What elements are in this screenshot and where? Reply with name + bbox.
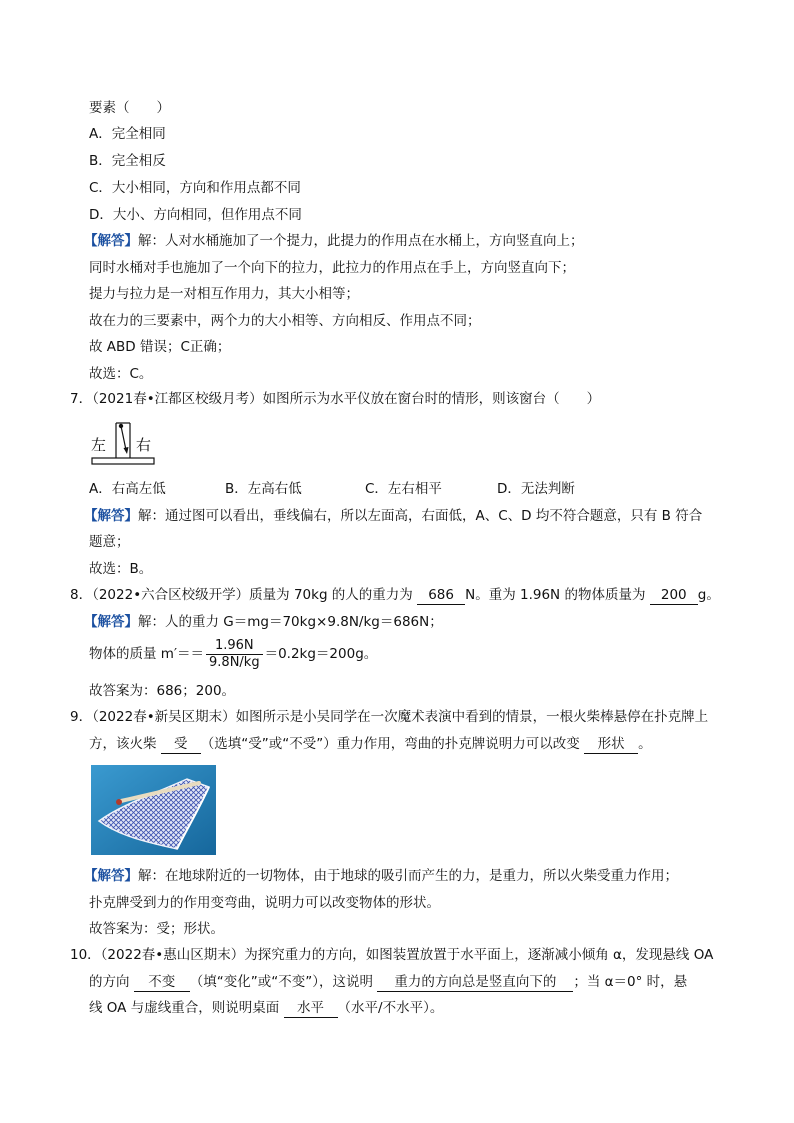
q7-option-d: D．无法判断 xyxy=(497,481,575,497)
q10-answer-blank-2: 重力的方向总是竖直向下的 xyxy=(377,973,573,992)
q9-solution-line: 【解答】解：在地球附近的一切物体，由于地球的吸引而产生的力，是重力，所以火柴受重力作用； xyxy=(84,868,678,884)
q10-answer-blank-1: 不变 xyxy=(134,973,190,992)
solution-tag: 【解答】 xyxy=(84,508,138,524)
q6-solution-line: 故在力的三要素中，两个力的大小相等、方向相反、作用点不同； xyxy=(89,313,481,329)
q6-stem-tail: 要素（ ） xyxy=(89,100,170,116)
q6-solution-line: 故 ABD 错误；C正确； xyxy=(89,339,231,355)
q8-answer-blank-1: 686 xyxy=(417,586,465,605)
q8-answer: 故答案为：686；200。 xyxy=(89,683,236,699)
q6-option-d: D．大小、方向相同，但作用点不同 xyxy=(89,207,302,223)
q6-option-a: A．完全相同 xyxy=(89,126,166,142)
q9-answer: 故答案为：受；形状。 xyxy=(89,921,224,937)
q7-answer: 故选：B。 xyxy=(89,561,153,577)
figure-label-left: 左 xyxy=(91,436,107,454)
q6-solution-line: 提力与拉力是一对相互作用力，其大小相等； xyxy=(89,286,359,302)
q7-option-b: B．左高右低 xyxy=(225,481,302,497)
q8-mass-formula: 物体的质量 m′＝＝ $\frac{1.96N}{9.8N/kg}$ ＝0.2kg＝200g。 xyxy=(89,637,378,670)
solution-tag: 【解答】 xyxy=(84,614,138,630)
level-instrument-figure xyxy=(88,420,168,470)
q8-solution-line: 【解答】解：人的重力 G＝mg＝70kg×9.8N/kg＝686N； xyxy=(84,614,443,630)
q9-stem-line: 9．（2022春•新吴区期末）如图所示是小吴同学在一次魔术表演中看到的情景，一根火柴棒悬停在扑克牌上 xyxy=(70,709,709,725)
q7-option-c: C．左右相平 xyxy=(365,481,442,497)
fraction: $\frac{1.96N}{9.8N/kg}$ xyxy=(206,638,263,671)
q6-solution-line: 【解答】解：人对水桶施加了一个提力，此提力的作用点在水桶上，方向竖直向上； xyxy=(84,233,584,249)
q9-answer-blank-2: 形状 xyxy=(584,735,638,754)
figure-label-right: 右 xyxy=(136,436,152,454)
q10-stem-line: 线 OA 与虚线重合，则说明桌面 水平 （水平/不水平）。 xyxy=(89,1000,444,1016)
q7-stem: 7．（2021春•江都区校级月考）如图所示为水平仪放在窗台时的情形，则该窗台（ ） xyxy=(70,391,601,407)
magic-card-photo xyxy=(91,765,216,855)
q9-answer-blank-1: 受 xyxy=(161,735,201,754)
q7-solution-line: 【解答】解：通过图可以看出，垂线偏右，所以左面高，右面低，A、C、D 均不符合题意，只有 B 符合 xyxy=(84,508,703,524)
q6-answer: 故选：C。 xyxy=(89,366,153,382)
q6-option-c: C．大小相同，方向和作用点都不同 xyxy=(89,180,301,196)
q6-solution-line: 同时水桶对手也施加了一个向下的拉力，此拉力的作用点在手上，方向竖直向下； xyxy=(89,260,575,276)
q7-solution-line: 题意； xyxy=(89,534,130,550)
q10-stem-line: 10．（2022春•惠山区期末）为探究重力的方向，如图装置放置于水平面上，逐渐减小倾角 α，发现悬线 OA xyxy=(70,947,714,963)
q10-stem-line: 的方向 不变 （填“变化”或“不变”），这说明 重力的方向总是竖直向下的 ；当 α＝0° 时，悬 xyxy=(89,974,688,990)
q6-option-b: B．完全相反 xyxy=(89,153,166,169)
bent-card-with-match-image xyxy=(91,765,216,855)
q8-stem: 8．（2022•六合区校级开学）质量为 70kg 的人的重力为 686 N。重为 1.96N 的物体质量为 200 g。 xyxy=(70,587,720,603)
solution-tag: 【解答】 xyxy=(84,233,138,249)
solution-tag: 【解答】 xyxy=(84,868,138,884)
q8-answer-blank-2: 200 xyxy=(650,586,698,605)
q7-option-a: A．右高左低 xyxy=(89,481,166,497)
q10-answer-blank-3: 水平 xyxy=(284,999,338,1018)
q9-solution-line: 扑克牌受到力的作用变弯曲，说明力可以改变物体的形状。 xyxy=(89,895,440,911)
q9-stem-line: 方，该火柴 受 （选填“受”或“不受”）重力作用，弯曲的扑克牌说明力可以改变 形状 。 xyxy=(89,736,652,752)
